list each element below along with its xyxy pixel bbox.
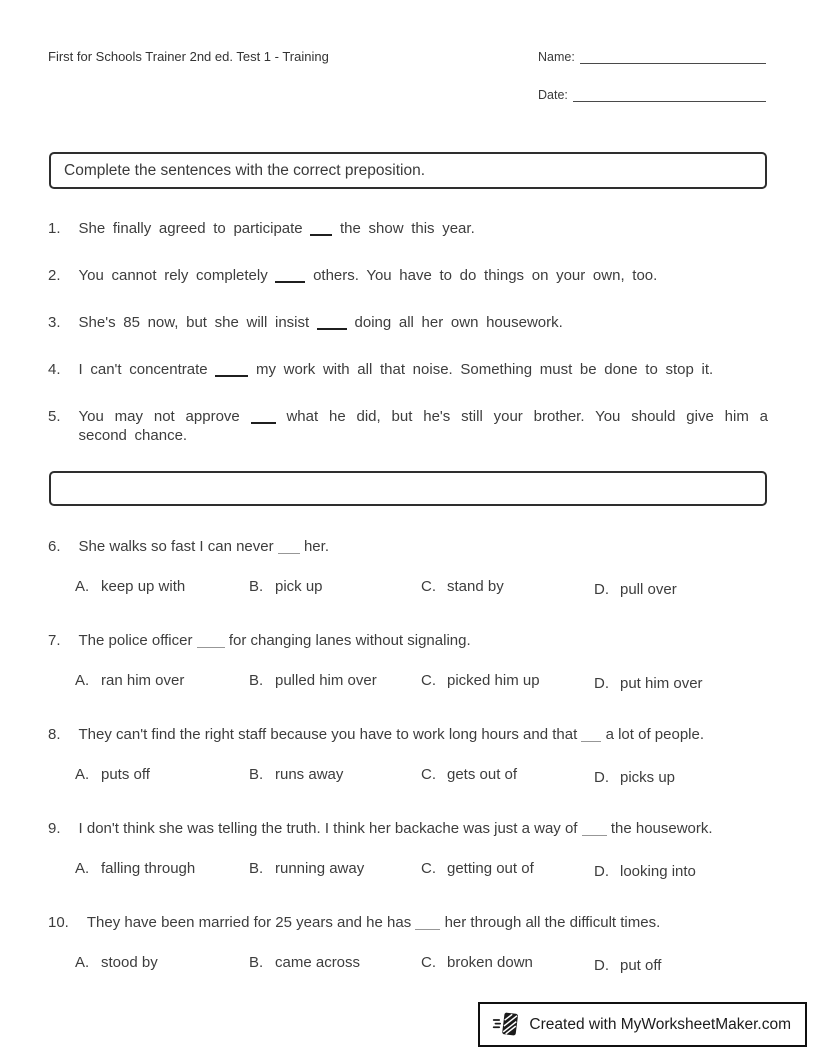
question-row [48, 537, 770, 556]
option-letter: D. [594, 863, 609, 880]
question-number: 6. [48, 538, 61, 555]
option-text: keep up with [101, 578, 186, 595]
question-text-before: They can't find the right staff because you have to work long hours and that [78, 726, 578, 743]
answer-blank [310, 234, 332, 236]
option-d [594, 956, 770, 975]
question-text [79, 219, 768, 238]
name-row [538, 46, 766, 64]
option-letter: A. [75, 860, 90, 877]
question-text-before: You may not approve [78, 408, 240, 425]
option-text: puts off [101, 766, 150, 783]
question-text-before: She walks so fast I can never [78, 538, 274, 555]
name-line [580, 50, 766, 64]
question-text-after: her. [303, 538, 329, 555]
answer-blank [317, 328, 347, 330]
option-text: gets out of [447, 766, 518, 783]
question-text-before: I don't think she was telling the truth. I think her backache was just a way of [78, 820, 578, 837]
options-row [75, 671, 770, 690]
option-text: came across [275, 954, 361, 971]
question-number: 9. [48, 820, 61, 837]
options-row [75, 953, 770, 972]
option-a [75, 671, 249, 690]
option-a [75, 859, 249, 878]
answer-blank [197, 647, 225, 648]
option-letter: C. [421, 954, 436, 971]
question-text-after: the housework. [610, 820, 713, 837]
question-text-after: the show this year. [340, 220, 475, 237]
option-b [249, 765, 421, 784]
answer-blank [275, 281, 305, 283]
choice-question-8 [48, 725, 770, 784]
question-text [87, 913, 770, 932]
question-text-after: for changing lanes without signaling. [228, 632, 471, 649]
option-text: looking into [620, 863, 696, 880]
date-row [538, 84, 766, 102]
question-text-before: She's 85 now, but she will insist [78, 314, 310, 331]
question-number: 5. [48, 408, 61, 425]
option-letter: D. [594, 957, 609, 974]
option-text: falling through [101, 860, 196, 877]
option-letter: B. [249, 860, 264, 877]
option-b [249, 953, 421, 972]
question-number: 4. [48, 361, 61, 378]
option-text: pick up [275, 578, 323, 595]
option-d [594, 674, 770, 693]
option-letter: D. [594, 581, 609, 598]
answer-blank [215, 375, 248, 377]
option-letter: B. [249, 672, 264, 689]
option-a [75, 953, 249, 972]
question-text-after: others. You have to do things on your own, too. [313, 267, 658, 284]
question-row [48, 913, 770, 932]
fill-question-list [48, 219, 768, 473]
option-text: stand by [447, 578, 504, 595]
option-c [421, 671, 594, 690]
option-c [421, 577, 594, 596]
options-row [75, 765, 770, 784]
question-text [79, 360, 768, 379]
option-b [249, 671, 421, 690]
name-label: Name: [538, 50, 575, 64]
question-text [79, 725, 770, 744]
question-text-before: They have been married for 25 years and he has [86, 914, 412, 931]
option-text: put off [620, 957, 662, 974]
worksheet-maker-badge[interactable] [478, 1002, 807, 1047]
choice-question-6 [48, 537, 770, 596]
option-b [249, 859, 421, 878]
option-text: stood by [101, 954, 158, 971]
question-number: 3. [48, 314, 61, 331]
option-c [421, 859, 594, 878]
question-text-before: The police officer [78, 632, 193, 649]
question-text-before: She finally agreed to participate [78, 220, 303, 237]
option-d [594, 768, 770, 787]
option-text: pulled him over [275, 672, 377, 689]
choice-question-7 [48, 631, 770, 690]
fill-question-1 [48, 219, 768, 238]
question-number: 2. [48, 267, 61, 284]
options-row [75, 577, 770, 596]
option-letter: B. [249, 954, 264, 971]
question-text-after: her through all the difficult times. [444, 914, 661, 931]
option-letter: D. [594, 769, 609, 786]
fill-question-4 [48, 360, 768, 379]
question-text-after: what he did, but he's still your brother. You should give him a second chance. [78, 408, 768, 444]
badge-text: Created with MyWorksheetMaker.com [529, 1015, 791, 1033]
question-text-after: my work with all that noise. Something must be done to stop it. [255, 361, 714, 378]
question-row [48, 725, 770, 744]
option-letter: C. [421, 766, 436, 783]
document-title: First for Schools Trainer 2nd ed. Test 1 - Training [48, 49, 329, 64]
option-letter: A. [75, 766, 90, 783]
question-text-after: doing all her own housework. [354, 314, 563, 331]
question-number: 1. [48, 220, 61, 237]
date-line [573, 88, 766, 102]
question-row [48, 819, 770, 838]
question-text-after: a lot of people. [605, 726, 705, 743]
options-row [75, 859, 770, 878]
choice-question-10 [48, 913, 770, 972]
option-text: runs away [275, 766, 344, 783]
question-text [79, 266, 768, 285]
option-b [249, 577, 421, 596]
question-text-before: I can't concentrate [78, 361, 208, 378]
question-text [79, 537, 770, 556]
question-text [79, 407, 768, 445]
question-text [79, 631, 770, 650]
fill-question-2 [48, 266, 768, 285]
option-d [594, 580, 770, 599]
option-letter: C. [421, 578, 436, 595]
answer-blank [415, 929, 440, 930]
question-number: 8. [48, 726, 61, 743]
option-letter: C. [421, 672, 436, 689]
answer-blank [581, 741, 601, 742]
fill-question-5 [48, 407, 768, 445]
option-c [421, 953, 594, 972]
option-c [421, 765, 594, 784]
date-label: Date: [538, 88, 568, 102]
question-text-before: You cannot rely completely [78, 267, 268, 284]
instruction-text: Complete the sentences with the correct preposition. [64, 161, 425, 179]
answer-blank [278, 553, 300, 554]
option-letter: B. [249, 766, 264, 783]
answer-blank [251, 422, 276, 424]
option-letter: C. [421, 860, 436, 877]
option-text: ran him over [101, 672, 185, 689]
option-letter: B. [249, 578, 264, 595]
option-text: put him over [620, 675, 703, 692]
option-letter: D. [594, 675, 609, 692]
instruction-box [49, 152, 767, 189]
choice-question-9 [48, 819, 770, 878]
choice-question-list [48, 537, 770, 1007]
answer-blank [582, 835, 607, 836]
option-letter: A. [75, 954, 90, 971]
option-letter: A. [75, 578, 90, 595]
empty-instruction-box [49, 471, 767, 506]
option-text: picks up [620, 769, 676, 786]
option-letter: A. [75, 672, 90, 689]
option-text: getting out of [447, 860, 534, 877]
option-text: picked him up [447, 672, 540, 689]
option-text: running away [275, 860, 365, 877]
question-text [79, 313, 768, 332]
question-text [79, 819, 770, 838]
option-d [594, 862, 770, 881]
question-number: 7. [48, 632, 61, 649]
option-text: broken down [447, 954, 533, 971]
worksheet-maker-logo-icon [491, 1010, 520, 1039]
name-date-block [538, 46, 766, 122]
question-row [48, 631, 770, 650]
option-a [75, 577, 249, 596]
option-a [75, 765, 249, 784]
question-number: 10. [48, 914, 69, 931]
option-text: pull over [620, 581, 677, 598]
fill-question-3 [48, 313, 768, 332]
